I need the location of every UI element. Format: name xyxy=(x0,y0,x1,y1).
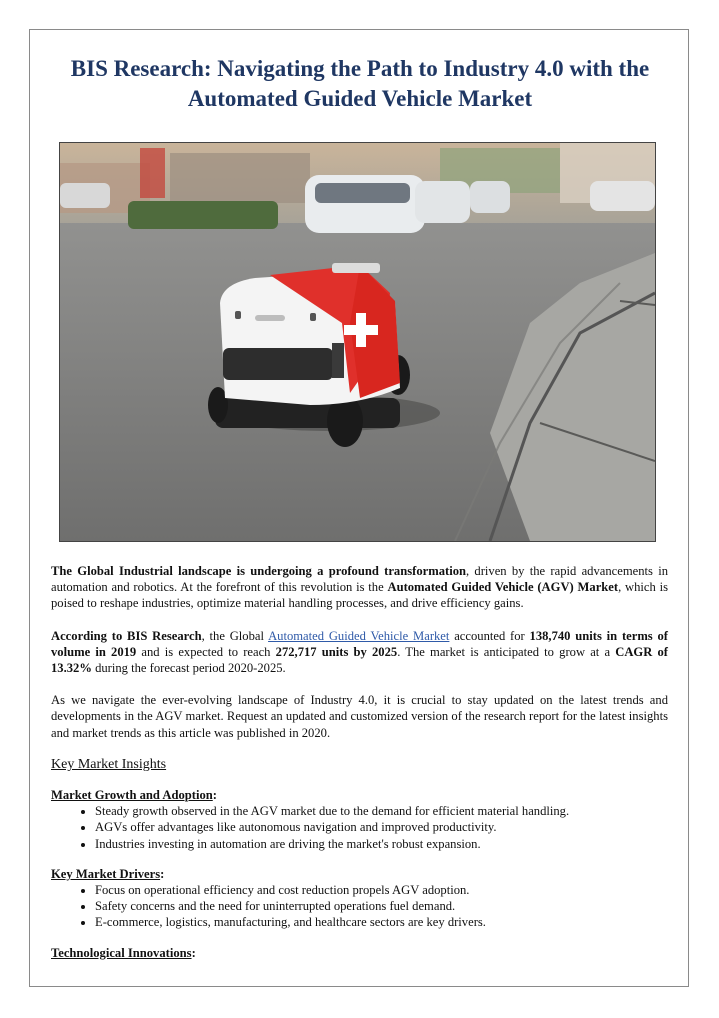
list-item: • Steady growth observed in the AGV market due to the demand for efficient material handling. xyxy=(95,803,668,819)
stats-text-2: accounted for xyxy=(449,628,530,643)
section-heading-drivers-text: Key Market Drivers xyxy=(51,866,161,881)
agv-robot-photo-icon xyxy=(60,143,655,541)
stats-text-4: . The market is anticipated to grow at a xyxy=(397,644,616,659)
stats-units-2019: 138,740 units in terms of volume in 2019 xyxy=(51,628,668,659)
update-paragraph: As we navigate the ever-evolving landscape of Industry 4.0, it is crucial to stay updated on the latest trends and developments in the AGV market. Request an updated and customized version of the research report for the latest insights and market trends as this article was published in 2020. xyxy=(51,693,668,740)
page-title: BIS Research: Navigating the Path to Industry 4.0 with the Automated Guided Vehicle Market xyxy=(70,56,650,111)
intro-bold-agv-market: Automated Guided Vehicle (AGV) Market xyxy=(387,580,619,595)
list-item: • Focus on operational efficiency and cost reduction propels AGV adoption. xyxy=(95,882,668,898)
intro-text-2: , which is poised to reshape industries, optimize material handling processes, and drive efficiency gains. xyxy=(51,580,668,611)
stats-lead-bold: According to BIS Research xyxy=(51,628,202,643)
stats-paragraph xyxy=(51,628,668,677)
stats-units-2025: 272,717 units by 2025 xyxy=(275,644,398,659)
key-market-insights-heading: Key Market Insights xyxy=(51,756,167,772)
intro-paragraph xyxy=(51,563,668,612)
stats-cagr: CAGR of 13.32% xyxy=(51,644,668,676)
section-heading-tech-text: Technological Innovations xyxy=(51,945,192,960)
section-heading-drivers-colon: : xyxy=(160,866,165,881)
section-heading-drivers xyxy=(51,866,668,882)
list-item: • Safety concerns and the need for uninterrupted operations fuel demand. xyxy=(95,898,668,914)
intro-lead-bold: The Global Industrial landscape is undergoing a profound transformation xyxy=(51,564,466,578)
agv-market-link[interactable]: Automated Guided Vehicle Market xyxy=(268,628,450,643)
growth-list xyxy=(51,803,668,852)
section-heading-growth-text: Market Growth and Adoption xyxy=(51,788,213,803)
intro-text-1: , driven by the rapid advancements in automation and robotics. At the forefront of this revolution is the xyxy=(51,564,668,595)
list-item: • E-commerce, logistics, manufacturing, and healthcare sectors are key drivers. xyxy=(95,914,668,930)
article-body xyxy=(51,563,668,961)
section-heading-growth xyxy=(51,787,668,803)
stats-text-1: , the Global xyxy=(201,628,269,643)
section-heading-tech-colon: : xyxy=(191,945,196,960)
list-item: • Industries investing in automation are driving the market's robust expansion. xyxy=(95,836,668,852)
drivers-list xyxy=(51,882,668,931)
stats-text-5: during the forecast period 2020-2025. xyxy=(91,661,286,676)
stats-text-3: and is expected to reach xyxy=(136,644,276,659)
section-heading-growth-colon: : xyxy=(212,788,217,803)
list-item: • AGVs offer advantages like autonomous navigation and improved productivity. xyxy=(95,819,668,835)
hero-image xyxy=(59,142,656,542)
section-heading-tech xyxy=(51,945,668,961)
